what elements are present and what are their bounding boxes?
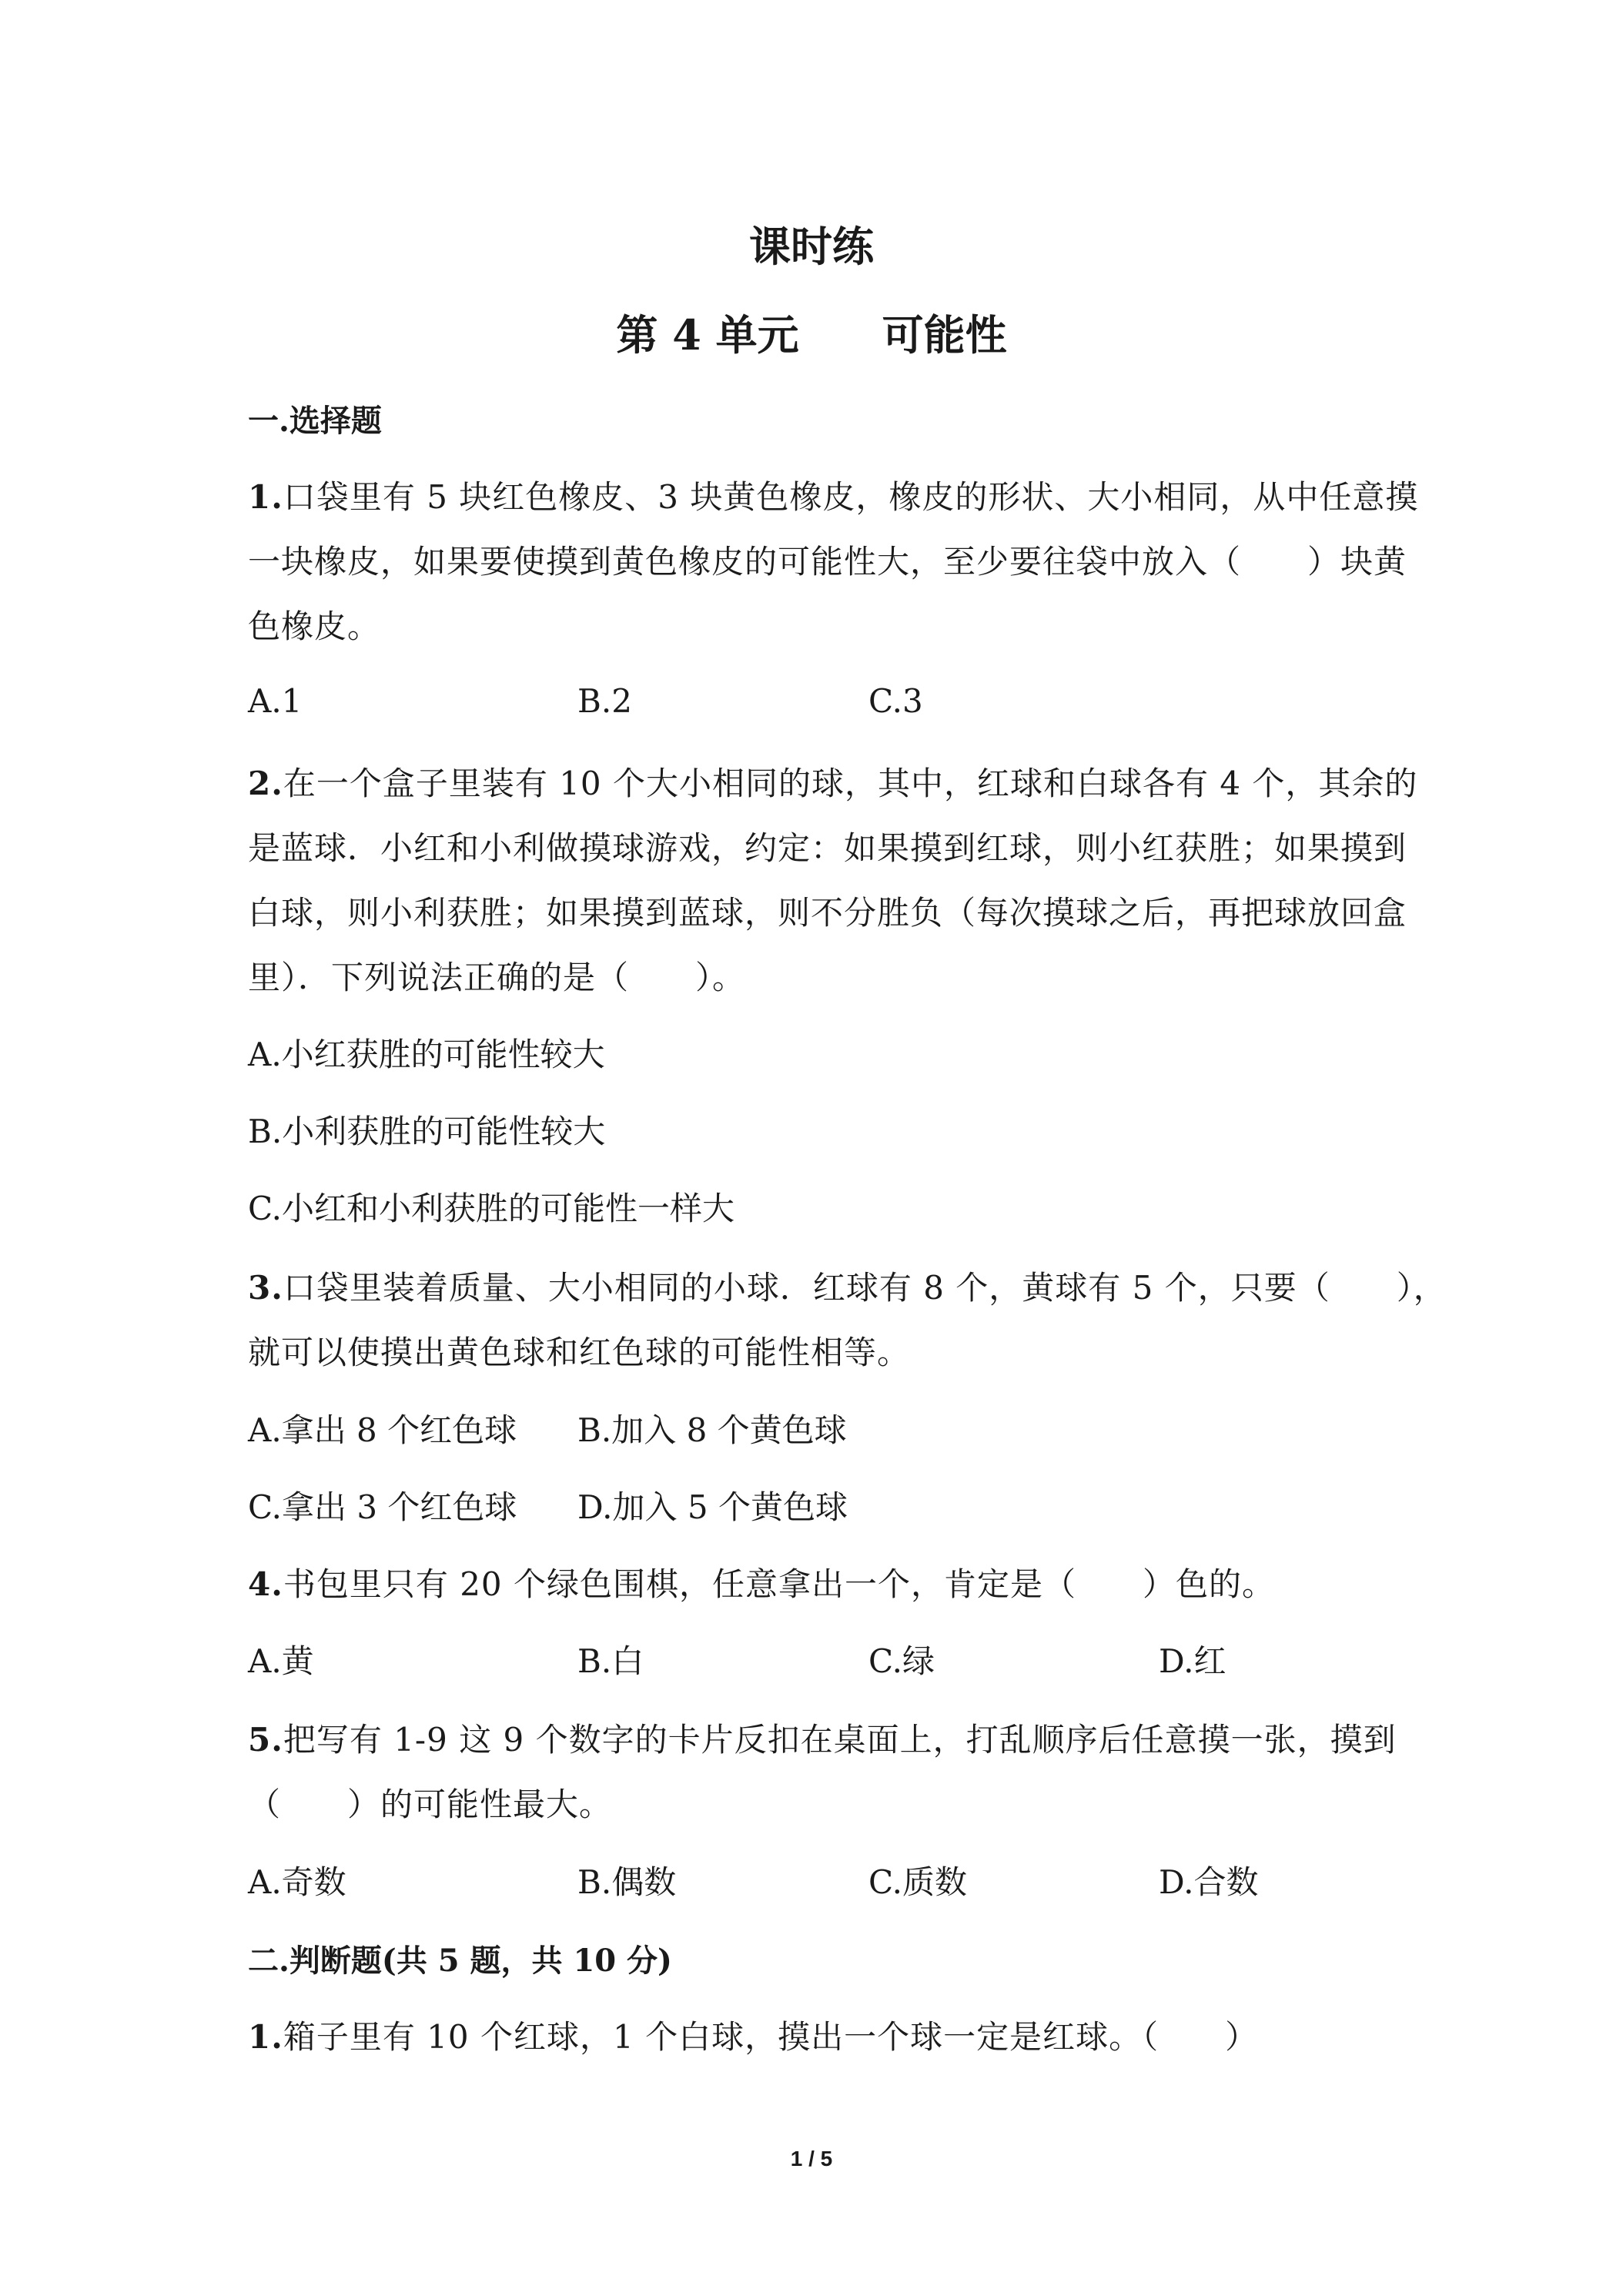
unit-subtitle: 第 4 单元 可能性 — [616, 310, 1007, 360]
section-choice-heading: 一.选择题 — [248, 403, 382, 439]
q2-text-2: 是蓝球．小红和小利做摸球游戏，约定：如果摸到红球，则小红获胜；如果摸到 — [248, 829, 1407, 867]
q3-line-1 — [248, 1263, 1447, 1309]
q3-number: 3. — [248, 1269, 283, 1307]
q4-number: 4. — [248, 1565, 283, 1603]
q5-line-1 — [248, 1715, 1397, 1761]
q1-option-b: B.2 — [577, 682, 632, 720]
q4-option-a: A.黄 — [248, 1642, 314, 1680]
q3-option-d: D.加入 5 个黄色球 — [577, 1488, 848, 1526]
q1-option-c: C.3 — [868, 682, 923, 720]
q1-text-1: 口袋里有 5 块红色橡皮、3 块黄色橡皮，橡皮的形状、大小相同，从中任意摸 — [283, 478, 1419, 516]
q5-text-2: （ ）的可能性最大。 — [248, 1786, 613, 1823]
j1-number: 1. — [248, 2018, 283, 2056]
q3-text-2: 就可以使摸出黄色球和红色球的可能性相等。 — [248, 1334, 911, 1371]
page-number: 1 / 5 — [790, 2147, 833, 2170]
q5-number: 5. — [248, 1721, 283, 1759]
q4-option-d: D.红 — [1159, 1642, 1226, 1680]
q1-text-2: 一块橡皮，如果要使摸到黄色橡皮的可能性大，至少要往袋中放入（ ）块黄 — [248, 543, 1407, 581]
q3-option-b: B.加入 8 个黄色球 — [577, 1411, 847, 1449]
q4-option-b: B.白 — [577, 1642, 644, 1680]
q1-number: 1. — [248, 478, 283, 516]
q2-text-3: 白球，则小利获胜；如果摸到蓝球，则不分胜负（每次摸球之后，再把球放回盒 — [248, 894, 1407, 932]
q2-option-a: A.小红获胜的可能性较大 — [248, 1036, 605, 1073]
q1-option-a: A.1 — [248, 682, 303, 720]
q2-number: 2. — [248, 765, 283, 802]
j1-text-1: 箱子里有 10 个红球，1 个白球，摸出一个球一定是红球。（ ） — [283, 2018, 1259, 2056]
q5-text-1: 把写有 1-9 这 9 个数字的卡片反扣在桌面上，打乱顺序后任意摸一张，摸到 — [283, 1721, 1397, 1759]
j1-line-1 — [248, 2012, 1258, 2058]
q5-option-b: B.偶数 — [577, 1863, 677, 1901]
q4-option-c: C.绿 — [868, 1642, 935, 1680]
q5-option-c: C.质数 — [868, 1863, 967, 1901]
q2-line-1 — [248, 758, 1417, 805]
q4-line-1 — [248, 1559, 1275, 1605]
q1-line-1 — [248, 472, 1418, 518]
q2-option-b: B.小利获胜的可能性较大 — [248, 1113, 606, 1150]
q2-text-4: 里）．下列说法正确的是（ ）。 — [248, 959, 746, 996]
section-judge-heading: 二.判断题(共 5 题，共 10 分) — [248, 1943, 672, 1979]
q1-text-3: 色橡皮。 — [248, 607, 381, 645]
q3-text-1: 口袋里装着质量、大小相同的小球．红球有 8 个，黄球有 5 个，只要（ ）， — [283, 1269, 1447, 1307]
q3-option-a: A.拿出 8 个红色球 — [248, 1411, 517, 1449]
q2-text-1: 在一个盒子里装有 10 个大小相同的球，其中，红球和白球各有 4 个，其余的 — [283, 765, 1418, 802]
q3-option-c: C.拿出 3 个红色球 — [248, 1488, 517, 1526]
doc-title: 课时练 — [749, 222, 874, 271]
q5-option-a: A.奇数 — [248, 1863, 346, 1901]
q5-option-d: D.合数 — [1159, 1863, 1259, 1901]
q4-text-1: 书包里只有 20 个绿色围棋，任意拿出一个，肯定是（ ）色的。 — [283, 1565, 1276, 1603]
q2-option-c: C.小红和小利获胜的可能性一样大 — [248, 1190, 735, 1227]
